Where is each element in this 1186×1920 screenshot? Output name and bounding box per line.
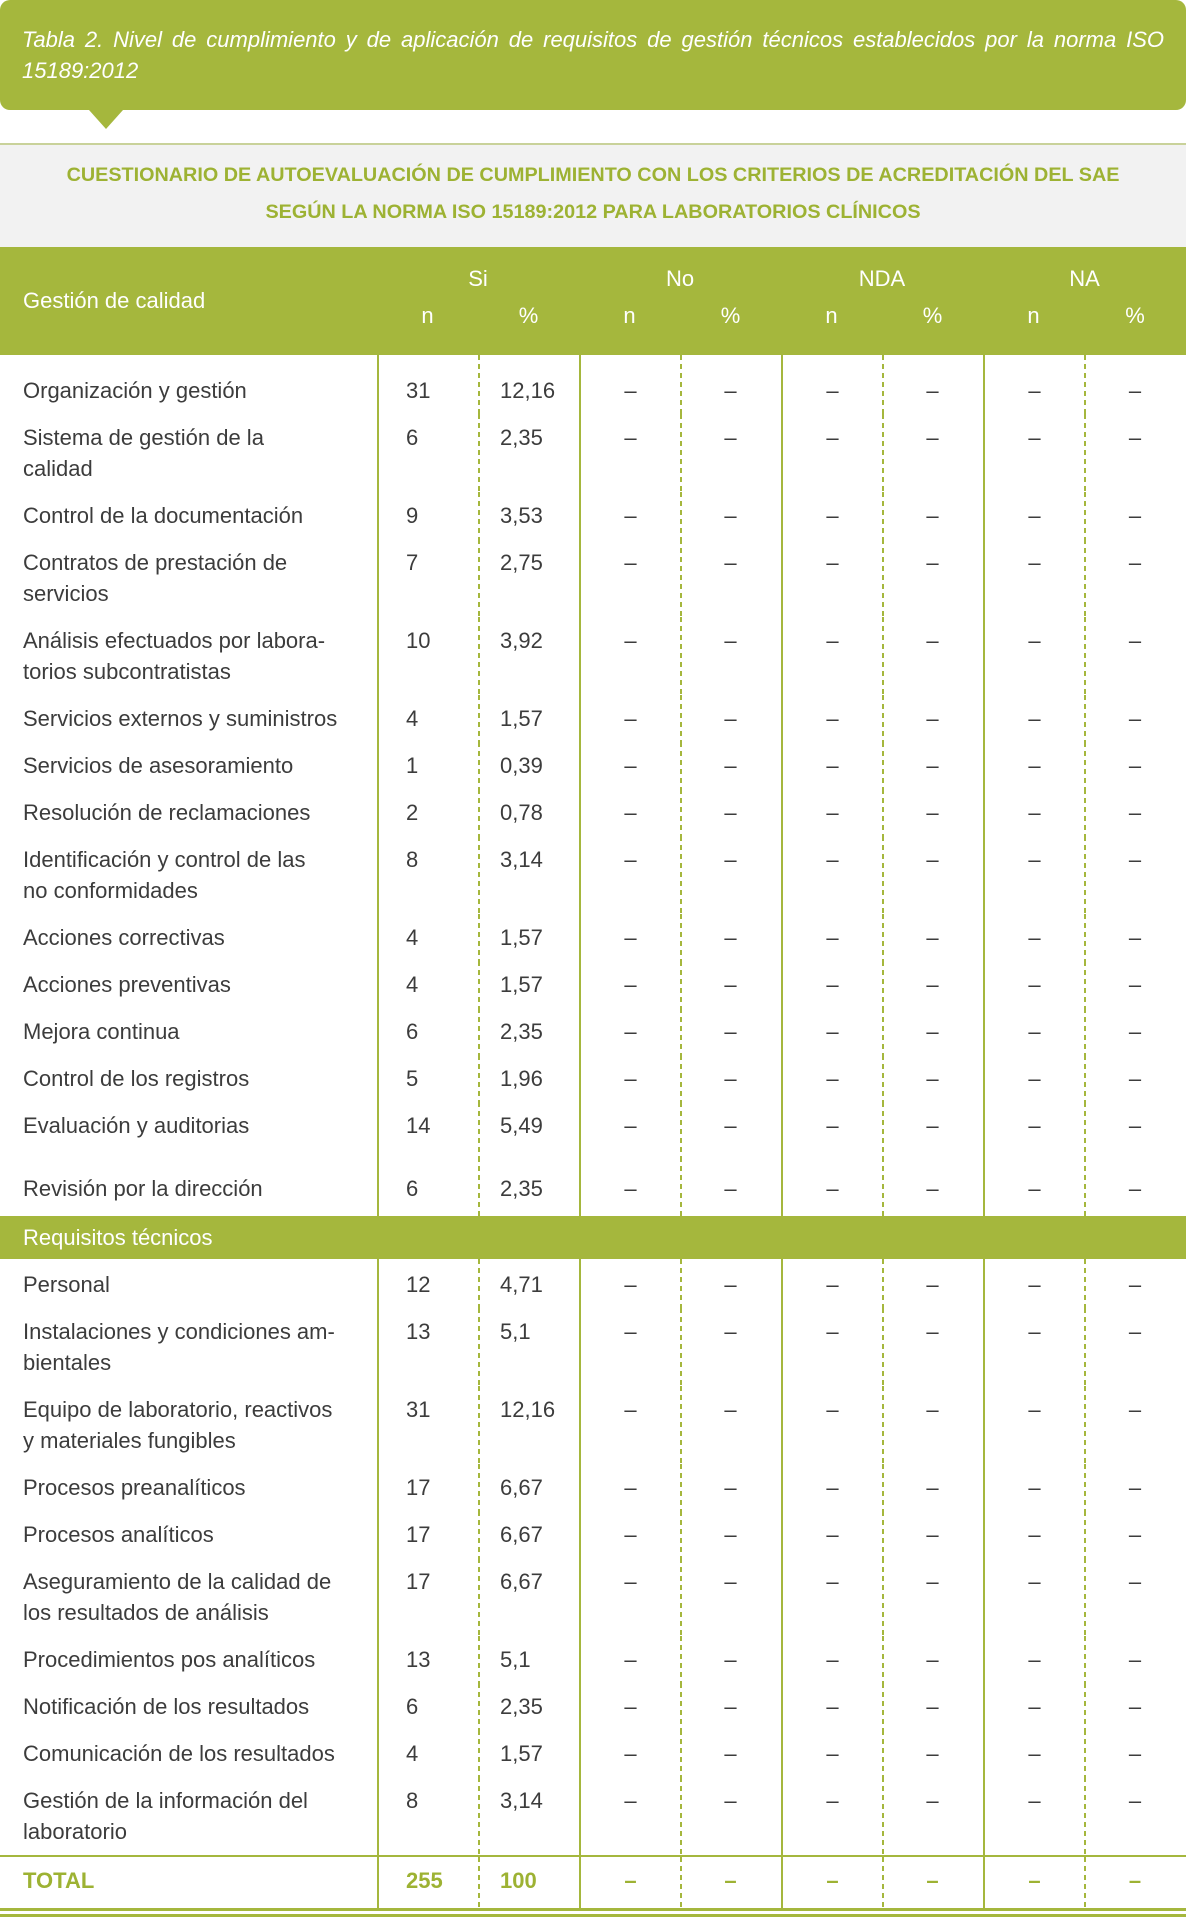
na-n-cell: – bbox=[983, 1730, 1084, 1777]
table-row bbox=[0, 1259, 1186, 1308]
no-n-cell: – bbox=[579, 961, 680, 1008]
nda-n-cell: – bbox=[781, 355, 882, 414]
section-2-rows bbox=[0, 1259, 1186, 1855]
total-row-label: TOTAL bbox=[23, 1868, 95, 1893]
table-row-label: Servicios de asesoramiento bbox=[23, 753, 294, 778]
nda-n-cell: – bbox=[781, 961, 882, 1008]
no-pct-cell: – bbox=[680, 617, 781, 695]
nda-n-cell: – bbox=[781, 1102, 882, 1157]
na-n-cell: – bbox=[983, 836, 1084, 914]
nda-pct-cell: – bbox=[882, 1102, 983, 1157]
si-pct-cell: 1,57 bbox=[478, 1730, 579, 1777]
no-pct-cell: – bbox=[680, 1683, 781, 1730]
column-na-pct-header: % bbox=[1125, 303, 1145, 328]
no-n-cell: – bbox=[579, 1157, 680, 1216]
no-pct-cell: – bbox=[680, 414, 781, 492]
nda-n-cell: – bbox=[781, 1777, 882, 1855]
nda-pct-cell: – bbox=[882, 914, 983, 961]
table-row-label: Evaluación y auditorias bbox=[23, 1113, 250, 1138]
na-n-cell: – bbox=[983, 414, 1084, 492]
nda-n-cell: – bbox=[781, 914, 882, 961]
si-pct-cell: 0,78 bbox=[478, 789, 579, 836]
table-row-label: Mejora continua bbox=[23, 1019, 180, 1044]
no-pct-cell: – bbox=[680, 1511, 781, 1558]
table-row bbox=[0, 836, 1186, 914]
no-n-cell: – bbox=[579, 1259, 680, 1308]
total-row bbox=[0, 1855, 1186, 1917]
no-n-cell: – bbox=[579, 1558, 680, 1636]
na-n-cell: – bbox=[983, 1777, 1084, 1855]
na-pct-cell: – bbox=[1084, 617, 1186, 695]
no-n-cell: – bbox=[579, 492, 680, 539]
nda-pct-cell: – bbox=[882, 742, 983, 789]
table-row-label: Control de la documentación bbox=[23, 503, 304, 528]
no-n-cell: – bbox=[579, 1464, 680, 1511]
table-row bbox=[0, 961, 1186, 1008]
si-n-cell: 1 bbox=[377, 742, 478, 789]
no-pct-cell: – bbox=[680, 914, 781, 961]
na-pct-cell: – bbox=[1084, 914, 1186, 961]
na-n-cell: – bbox=[983, 1102, 1084, 1157]
na-n-cell: – bbox=[983, 1157, 1084, 1216]
na-n-cell: – bbox=[983, 1464, 1084, 1511]
si-pct-cell: 5,49 bbox=[478, 1102, 579, 1157]
nda-n-cell: – bbox=[781, 1558, 882, 1636]
na-pct-cell: – bbox=[1084, 1259, 1186, 1308]
nda-pct-cell: – bbox=[882, 1558, 983, 1636]
table-caption: Tabla 2. Nivel de cumplimiento y de aplicación de requisitos de gestión técnicos establecidos por la norma ISO 15189:2012 bbox=[0, 0, 1186, 110]
na-n-cell: – bbox=[983, 789, 1084, 836]
nda-pct-cell: – bbox=[882, 1055, 983, 1102]
na-n-cell: – bbox=[983, 1511, 1084, 1558]
si-n-cell: 4 bbox=[377, 961, 478, 1008]
si-n-cell: 13 bbox=[377, 1636, 478, 1683]
nda-n-cell: – bbox=[781, 1683, 882, 1730]
nda-n-cell: – bbox=[781, 617, 882, 695]
table-row bbox=[0, 695, 1186, 742]
nda-pct-cell: – bbox=[882, 1683, 983, 1730]
na-pct-cell: – bbox=[1084, 1730, 1186, 1777]
no-pct-cell: – bbox=[680, 1857, 781, 1908]
no-n-cell: – bbox=[579, 1730, 680, 1777]
nda-n-cell: – bbox=[781, 789, 882, 836]
no-n-cell: – bbox=[579, 1308, 680, 1386]
si-pct-cell: 5,1 bbox=[478, 1308, 579, 1386]
nda-n-cell: – bbox=[781, 539, 882, 617]
na-n-cell: – bbox=[983, 1386, 1084, 1464]
table-row bbox=[0, 1102, 1186, 1157]
si-n-cell: 17 bbox=[377, 1464, 478, 1511]
nda-n-cell: – bbox=[781, 1730, 882, 1777]
na-pct-cell: – bbox=[1084, 1511, 1186, 1558]
na-n-cell: – bbox=[983, 492, 1084, 539]
no-pct-cell: – bbox=[680, 1777, 781, 1855]
table-row-label: Comunicación de los resultados bbox=[23, 1741, 335, 1766]
table-row-label: Personal bbox=[23, 1272, 110, 1297]
table-row-label: Resolución de reclamaciones bbox=[23, 800, 311, 825]
table-row-label: Identificación y control de las no conformidades bbox=[23, 847, 306, 903]
si-n-cell: 6 bbox=[377, 1683, 478, 1730]
nda-n-cell: – bbox=[781, 1008, 882, 1055]
na-pct-cell: – bbox=[1084, 414, 1186, 492]
table-row bbox=[0, 1511, 1186, 1558]
table-row bbox=[0, 1636, 1186, 1683]
na-n-cell: – bbox=[983, 742, 1084, 789]
first-column-header: Gestión de calidad bbox=[23, 288, 206, 313]
nda-pct-cell: – bbox=[882, 695, 983, 742]
na-pct-cell: – bbox=[1084, 1777, 1186, 1855]
nda-pct-cell: – bbox=[882, 836, 983, 914]
na-pct-cell: – bbox=[1084, 355, 1186, 414]
table-row bbox=[0, 742, 1186, 789]
nda-n-cell: – bbox=[781, 1511, 882, 1558]
table-row bbox=[0, 414, 1186, 492]
no-pct-cell: – bbox=[680, 1259, 781, 1308]
na-pct-cell: – bbox=[1084, 789, 1186, 836]
na-n-cell: – bbox=[983, 617, 1084, 695]
column-group-si: Si bbox=[468, 266, 488, 291]
na-pct-cell: – bbox=[1084, 695, 1186, 742]
nda-pct-cell: – bbox=[882, 539, 983, 617]
no-pct-cell: – bbox=[680, 789, 781, 836]
column-group-nda: NDA bbox=[858, 266, 906, 291]
nda-pct-cell: – bbox=[882, 1511, 983, 1558]
table-row-label: Acciones preventivas bbox=[23, 972, 231, 997]
nda-pct-cell: – bbox=[882, 355, 983, 414]
si-pct-cell: 2,35 bbox=[478, 1008, 579, 1055]
table-row-label: Notificación de los resultados bbox=[23, 1694, 310, 1719]
na-pct-cell: – bbox=[1084, 1157, 1186, 1216]
table-row-label: Organización y gestión bbox=[23, 378, 247, 403]
table-row-label: Procesos analíticos bbox=[23, 1522, 214, 1547]
na-pct-cell: – bbox=[1084, 1102, 1186, 1157]
no-n-cell: – bbox=[579, 1683, 680, 1730]
na-pct-cell: – bbox=[1084, 742, 1186, 789]
table-row-label: Instalaciones y condiciones am- bientales bbox=[23, 1319, 335, 1375]
no-n-cell: – bbox=[579, 617, 680, 695]
table-row bbox=[0, 1464, 1186, 1511]
no-n-cell: – bbox=[579, 1857, 680, 1908]
si-n-cell: 9 bbox=[377, 492, 478, 539]
table-row bbox=[0, 914, 1186, 961]
si-pct-cell: 6,67 bbox=[478, 1558, 579, 1636]
si-pct-cell: 1,96 bbox=[478, 1055, 579, 1102]
table-title: CUESTIONARIO DE AUTOEVALUACIÓN DE CUMPLIMIENTO CON LOS CRITERIOS DE ACREDITACIÓN DEL SAE SEGÚN LA NORMA ISO 15189:2012 PARA LABORATORIOS CLÍNICOS bbox=[0, 143, 1186, 247]
si-pct-cell: 3,53 bbox=[478, 492, 579, 539]
si-n-cell: 12 bbox=[377, 1259, 478, 1308]
na-n-cell: – bbox=[983, 1636, 1084, 1683]
na-n-cell: – bbox=[983, 1259, 1084, 1308]
na-pct-cell: – bbox=[1084, 1055, 1186, 1102]
nda-pct-cell: – bbox=[882, 961, 983, 1008]
na-n-cell: – bbox=[983, 695, 1084, 742]
table-row bbox=[0, 492, 1186, 539]
nda-n-cell: – bbox=[781, 492, 882, 539]
column-nda-pct-header: % bbox=[922, 303, 943, 328]
si-pct-cell: 100 bbox=[478, 1857, 579, 1908]
no-pct-cell: – bbox=[680, 836, 781, 914]
table-row-label: Revisión por la dirección bbox=[23, 1176, 263, 1201]
no-n-cell: – bbox=[579, 789, 680, 836]
nda-pct-cell: – bbox=[882, 1777, 983, 1855]
no-n-cell: – bbox=[579, 742, 680, 789]
si-pct-cell: 2,35 bbox=[478, 1683, 579, 1730]
nda-pct-cell: – bbox=[882, 1157, 983, 1216]
nda-pct-cell: – bbox=[882, 1259, 983, 1308]
table-row-label: Contratos de prestación de servicios bbox=[23, 550, 288, 606]
si-n-cell: 5 bbox=[377, 1055, 478, 1102]
si-pct-cell: 6,67 bbox=[478, 1464, 579, 1511]
caption-pointer bbox=[89, 110, 123, 129]
si-n-cell: 10 bbox=[377, 617, 478, 695]
no-n-cell: – bbox=[579, 914, 680, 961]
nda-n-cell: – bbox=[781, 414, 882, 492]
table-row-label: Gestión de la información del laboratorio bbox=[23, 1788, 308, 1844]
no-pct-cell: – bbox=[680, 539, 781, 617]
column-nda-n-header: n bbox=[825, 303, 838, 328]
no-pct-cell: – bbox=[680, 1464, 781, 1511]
no-n-cell: – bbox=[579, 1777, 680, 1855]
section-heading: Requisitos técnicos bbox=[0, 1216, 1186, 1259]
si-n-cell: 7 bbox=[377, 539, 478, 617]
si-n-cell: 2 bbox=[377, 789, 478, 836]
si-n-cell: 4 bbox=[377, 914, 478, 961]
table-row-label: Aseguramiento de la calidad de los resultados de análisis bbox=[23, 1569, 332, 1625]
nda-pct-cell: – bbox=[882, 1857, 983, 1908]
table-row bbox=[0, 1777, 1186, 1855]
table-body bbox=[0, 355, 1186, 1917]
si-pct-cell: 3,92 bbox=[478, 617, 579, 695]
nda-n-cell: – bbox=[781, 1464, 882, 1511]
table-row-label: Análisis efectuados por labora- torios subcontratistas bbox=[23, 628, 326, 684]
si-n-cell: 8 bbox=[377, 1777, 478, 1855]
no-n-cell: – bbox=[579, 355, 680, 414]
no-pct-cell: – bbox=[680, 1558, 781, 1636]
nda-n-cell: – bbox=[781, 1636, 882, 1683]
si-n-cell: 17 bbox=[377, 1511, 478, 1558]
na-n-cell: – bbox=[983, 355, 1084, 414]
no-n-cell: – bbox=[579, 836, 680, 914]
si-n-cell: 4 bbox=[377, 695, 478, 742]
na-n-cell: – bbox=[983, 914, 1084, 961]
column-group-na: NA bbox=[1069, 266, 1100, 291]
no-pct-cell: – bbox=[680, 961, 781, 1008]
no-pct-cell: – bbox=[680, 492, 781, 539]
nda-pct-cell: – bbox=[882, 1008, 983, 1055]
table-header bbox=[0, 247, 1186, 355]
table-row-label: Control de los registros bbox=[23, 1066, 250, 1091]
no-pct-cell: – bbox=[680, 1008, 781, 1055]
column-si-pct-header: % bbox=[518, 303, 539, 328]
si-pct-cell: 2,35 bbox=[478, 1157, 579, 1216]
table-row-label: Acciones correctivas bbox=[23, 925, 225, 950]
na-n-cell: – bbox=[983, 1308, 1084, 1386]
si-pct-cell: 4,71 bbox=[478, 1259, 579, 1308]
no-pct-cell: – bbox=[680, 1636, 781, 1683]
table-row bbox=[0, 1157, 1186, 1216]
table-row bbox=[0, 1730, 1186, 1777]
si-pct-cell: 5,1 bbox=[478, 1636, 579, 1683]
nda-pct-cell: – bbox=[882, 617, 983, 695]
no-pct-cell: – bbox=[680, 695, 781, 742]
nda-pct-cell: – bbox=[882, 1386, 983, 1464]
na-pct-cell: – bbox=[1084, 1857, 1186, 1908]
na-pct-cell: – bbox=[1084, 492, 1186, 539]
table-row bbox=[0, 1055, 1186, 1102]
no-pct-cell: – bbox=[680, 1102, 781, 1157]
no-n-cell: – bbox=[579, 1102, 680, 1157]
table-row bbox=[0, 789, 1186, 836]
table-row bbox=[0, 1008, 1186, 1055]
si-n-cell: 6 bbox=[377, 1008, 478, 1055]
no-pct-cell: – bbox=[680, 1386, 781, 1464]
nda-n-cell: – bbox=[781, 1055, 882, 1102]
nda-n-cell: – bbox=[781, 742, 882, 789]
na-pct-cell: – bbox=[1084, 539, 1186, 617]
si-n-cell: 4 bbox=[377, 1730, 478, 1777]
column-no-pct-header: % bbox=[720, 303, 741, 328]
nda-pct-cell: – bbox=[882, 414, 983, 492]
na-pct-cell: – bbox=[1084, 1558, 1186, 1636]
table-row-label: Servicios externos y suministros bbox=[23, 706, 338, 731]
na-n-cell: – bbox=[983, 1008, 1084, 1055]
column-na-n-header: n bbox=[1027, 303, 1040, 328]
nda-n-cell: – bbox=[781, 1386, 882, 1464]
na-n-cell: – bbox=[983, 1857, 1084, 1908]
nda-n-cell: – bbox=[781, 1157, 882, 1216]
si-n-cell: 6 bbox=[377, 414, 478, 492]
table-row bbox=[0, 1386, 1186, 1464]
no-pct-cell: – bbox=[680, 1308, 781, 1386]
nda-n-cell: – bbox=[781, 1857, 882, 1908]
no-pct-cell: – bbox=[680, 1157, 781, 1216]
nda-n-cell: – bbox=[781, 1308, 882, 1386]
na-pct-cell: – bbox=[1084, 961, 1186, 1008]
nda-pct-cell: – bbox=[882, 1464, 983, 1511]
si-pct-cell: 2,75 bbox=[478, 539, 579, 617]
table-row bbox=[0, 617, 1186, 695]
na-pct-cell: – bbox=[1084, 1683, 1186, 1730]
table-row bbox=[0, 1308, 1186, 1386]
si-pct-cell: 1,57 bbox=[478, 914, 579, 961]
si-n-cell: 8 bbox=[377, 836, 478, 914]
na-pct-cell: – bbox=[1084, 1636, 1186, 1683]
nda-pct-cell: – bbox=[882, 789, 983, 836]
si-n-cell: 255 bbox=[377, 1857, 478, 1908]
si-n-cell: 31 bbox=[377, 355, 478, 414]
si-n-cell: 17 bbox=[377, 1558, 478, 1636]
na-pct-cell: – bbox=[1084, 1308, 1186, 1386]
no-n-cell: – bbox=[579, 1511, 680, 1558]
si-pct-cell: 3,14 bbox=[478, 1777, 579, 1855]
si-pct-cell: 6,67 bbox=[478, 1511, 579, 1558]
na-pct-cell: – bbox=[1084, 1464, 1186, 1511]
no-n-cell: – bbox=[579, 1008, 680, 1055]
si-n-cell: 14 bbox=[377, 1102, 478, 1157]
column-group-no: No bbox=[665, 266, 695, 291]
no-pct-cell: – bbox=[680, 742, 781, 789]
nda-n-cell: – bbox=[781, 695, 882, 742]
na-pct-cell: – bbox=[1084, 1386, 1186, 1464]
nda-n-cell: – bbox=[781, 1259, 882, 1308]
no-pct-cell: – bbox=[680, 1055, 781, 1102]
na-n-cell: – bbox=[983, 1055, 1084, 1102]
nda-n-cell: – bbox=[781, 836, 882, 914]
nda-pct-cell: – bbox=[882, 1636, 983, 1683]
column-si-n-header: n bbox=[421, 303, 434, 328]
na-n-cell: – bbox=[983, 1558, 1084, 1636]
no-n-cell: – bbox=[579, 1386, 680, 1464]
na-n-cell: – bbox=[983, 961, 1084, 1008]
si-pct-cell: 12,16 bbox=[478, 355, 579, 414]
si-pct-cell: 1,57 bbox=[478, 961, 579, 1008]
si-pct-cell: 2,35 bbox=[478, 414, 579, 492]
no-n-cell: – bbox=[579, 1636, 680, 1683]
table-row-label: Equipo de laboratorio, reactivos y materiales fungibles bbox=[23, 1397, 333, 1453]
si-pct-cell: 3,14 bbox=[478, 836, 579, 914]
si-n-cell: 6 bbox=[377, 1157, 478, 1216]
si-pct-cell: 12,16 bbox=[478, 1386, 579, 1464]
table-row-label: Procesos preanalíticos bbox=[23, 1475, 246, 1500]
column-no-n-header: n bbox=[623, 303, 636, 328]
si-pct-cell: 1,57 bbox=[478, 695, 579, 742]
table-row-label: Procedimientos pos analíticos bbox=[23, 1647, 316, 1672]
no-n-cell: – bbox=[579, 414, 680, 492]
table-row bbox=[0, 1558, 1186, 1636]
section-1-rows bbox=[0, 355, 1186, 1216]
nda-pct-cell: – bbox=[882, 1308, 983, 1386]
no-n-cell: – bbox=[579, 539, 680, 617]
si-n-cell: 31 bbox=[377, 1386, 478, 1464]
si-pct-cell: 0,39 bbox=[478, 742, 579, 789]
na-n-cell: – bbox=[983, 1683, 1084, 1730]
table-row bbox=[0, 355, 1186, 414]
na-pct-cell: – bbox=[1084, 836, 1186, 914]
si-n-cell: 13 bbox=[377, 1308, 478, 1386]
no-n-cell: – bbox=[579, 695, 680, 742]
nda-pct-cell: – bbox=[882, 492, 983, 539]
na-n-cell: – bbox=[983, 539, 1084, 617]
table-row-label: Sistema de gestión de la calidad bbox=[23, 425, 264, 481]
no-n-cell: – bbox=[579, 1055, 680, 1102]
na-pct-cell: – bbox=[1084, 1008, 1186, 1055]
no-pct-cell: – bbox=[680, 355, 781, 414]
no-pct-cell: – bbox=[680, 1730, 781, 1777]
table-row bbox=[0, 1683, 1186, 1730]
nda-pct-cell: – bbox=[882, 1730, 983, 1777]
table-row bbox=[0, 539, 1186, 617]
